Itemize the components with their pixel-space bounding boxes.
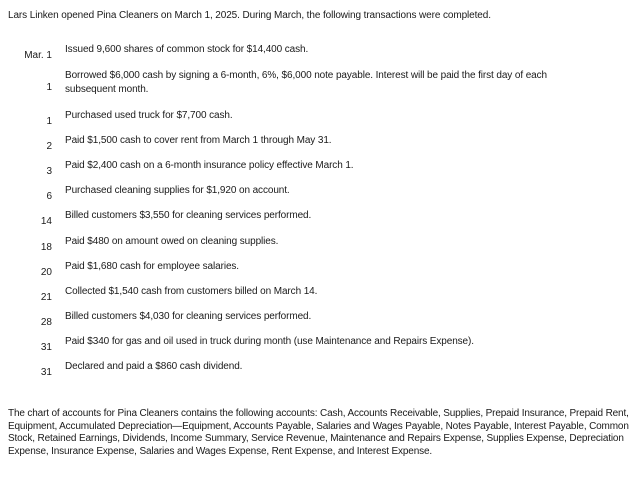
transaction-date: 18	[40, 242, 52, 253]
transaction-row	[0, 361, 638, 378]
transaction-date: 21	[40, 292, 52, 303]
transaction-description: Paid $1,680 cash for employee salaries.	[65, 261, 239, 272]
transaction-description: Purchased cleaning supplies for $1,920 on account.	[65, 185, 290, 196]
transaction-row	[0, 261, 638, 278]
transaction-row	[0, 336, 638, 353]
transaction-date: 1	[46, 82, 52, 93]
transaction-date: 14	[40, 216, 52, 227]
transaction-description: Billed customers $3,550 for cleaning services performed.	[65, 210, 312, 221]
transaction-date: 31	[40, 367, 52, 378]
transaction-row	[0, 160, 638, 177]
transaction-row	[0, 185, 638, 202]
transaction-description: Declared and paid a $860 cash dividend.	[65, 361, 243, 372]
transaction-row	[0, 110, 638, 127]
transaction-description: Paid $480 on amount owed on cleaning supplies.	[65, 236, 279, 247]
transaction-row	[0, 311, 638, 328]
transaction-row	[0, 70, 638, 95]
transaction-description: Paid $2,400 cash on a 6-month insurance policy effective March 1.	[65, 160, 354, 171]
transaction-description: Issued 9,600 shares of common stock for $14,400 cash.	[65, 44, 309, 55]
transaction-row	[0, 286, 638, 303]
transaction-date: 6	[46, 191, 52, 202]
transaction-row	[0, 236, 638, 253]
transaction-date: Mar. 1	[24, 50, 52, 61]
transaction-date: 2	[46, 141, 52, 152]
transaction-date: 31	[40, 342, 52, 353]
transaction-row	[0, 210, 638, 227]
transaction-description: Borrowed $6,000 cash by signing a 6-month, 6%, $6,000 note payable. Interest will be paid the first day of each subsequent month.	[65, 70, 547, 95]
transaction-date: 1	[46, 116, 52, 127]
transaction-row	[0, 44, 638, 61]
intro-text: Lars Linken opened Pina Cleaners on March 1, 2025. During March, the following transactions were completed.	[8, 10, 491, 21]
transaction-description: Collected $1,540 cash from customers billed on March 14.	[65, 286, 318, 297]
transaction-date: 20	[40, 267, 52, 278]
transaction-description: Paid $1,500 cash to cover rent from March 1 through May 31.	[65, 135, 332, 146]
chart-of-accounts-text: The chart of accounts for Pina Cleaners contains the following accounts: Cash, Accounts Receivable, Supplies, Prepaid Insurance, Prepaid Rent, Equipment, Accumulated Depreciation—Equipment, Accounts Payable, Salaries and Wages Payable, Notes Payable, Interest Payable, Common Stock, Retained Earnings, Dividends, Income Summary, Service Revenue, Maintenance and Repairs Expense, Supplies Expense, Depreciation Expense, Insurance Expense, Salaries and Wages Expense, Rent Expense, and Interest Expense.	[8, 408, 629, 457]
transaction-description: Purchased used truck for $7,700 cash.	[65, 110, 233, 121]
transaction-date: 28	[40, 317, 52, 328]
transaction-description: Paid $340 for gas and oil used in truck during month (use Maintenance and Repairs Expense).	[65, 336, 474, 347]
transaction-date: 3	[46, 166, 52, 177]
transaction-description: Billed customers $4,030 for cleaning services performed.	[65, 311, 312, 322]
transaction-row	[0, 135, 638, 152]
